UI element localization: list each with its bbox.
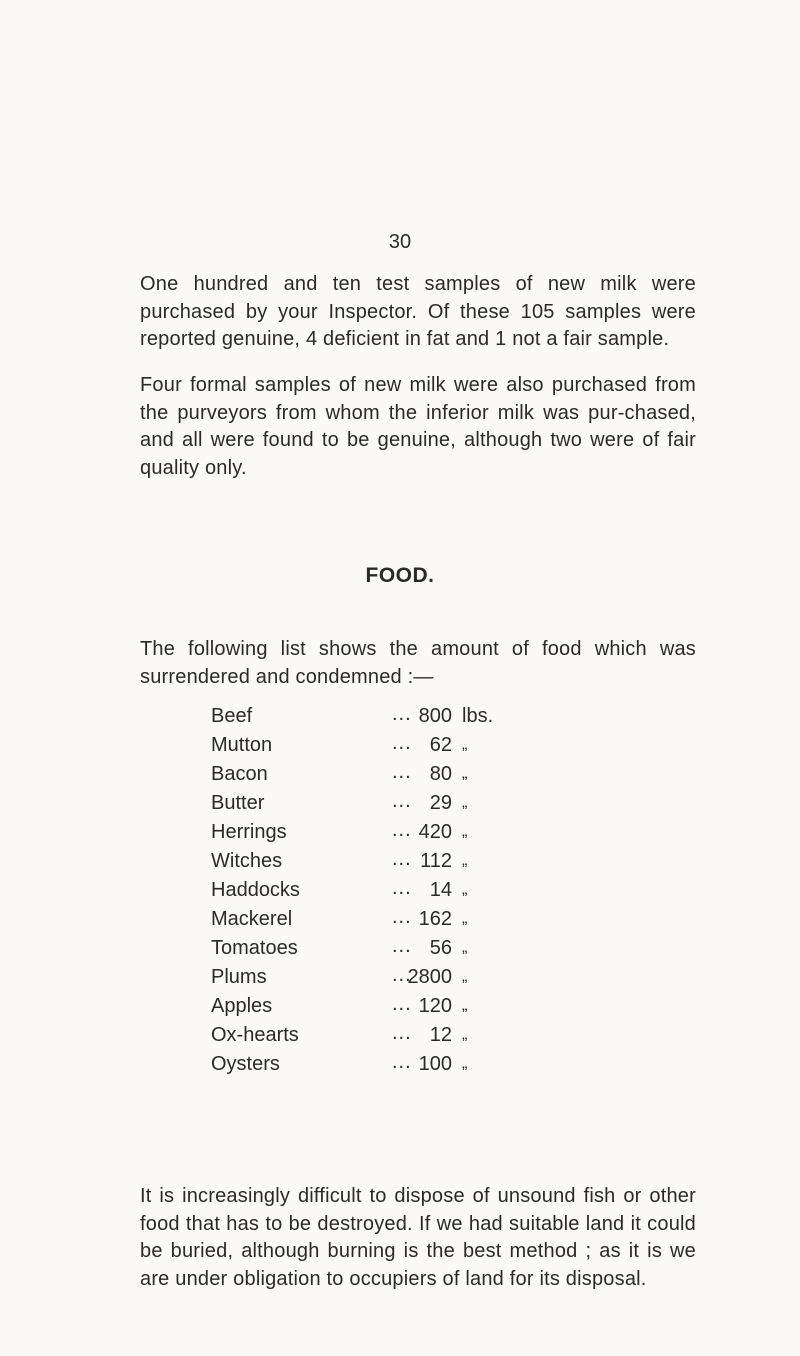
- food-item-unit: „: [462, 736, 468, 753]
- food-row: [211, 908, 591, 937]
- leader-dots: ...: [392, 993, 412, 1015]
- food-row: [211, 850, 591, 879]
- paragraph-milk-tests: One hundred and ten test samples of new milk were purchased by your Inspector. Of these 105 samples were reported genuine, 4 deficient in fat and 1 not a fair sample.: [140, 273, 696, 350]
- food-item-unit: „: [462, 939, 468, 956]
- food-item-quantity: 14: [429, 879, 452, 901]
- food-item-name: Plums: [211, 966, 267, 988]
- food-item-name: Ox-hearts: [211, 1024, 299, 1046]
- food-item-unit: „: [462, 1055, 468, 1072]
- food-item-name: Apples: [211, 995, 273, 1017]
- food-item-name: Tomatoes: [211, 937, 298, 959]
- food-item-unit: „: [462, 765, 468, 782]
- food-item-name: Haddocks: [211, 879, 300, 901]
- leader-dots: ...: [392, 732, 412, 754]
- food-item-quantity: 29: [429, 792, 452, 814]
- food-item-quantity: 112: [420, 850, 452, 872]
- food-item-name: Butter: [211, 792, 265, 814]
- food-row: [211, 1024, 591, 1053]
- food-row: [211, 821, 591, 850]
- leader-dots: ...: [392, 819, 412, 841]
- food-item-quantity: 800: [418, 705, 452, 727]
- food-item-unit: „: [462, 997, 468, 1014]
- leader-dots: ...: [392, 877, 412, 899]
- food-row: [211, 705, 591, 734]
- food-item-quantity: 162: [418, 908, 452, 930]
- food-item-name: Mackerel: [211, 908, 293, 930]
- food-item-quantity: 62: [429, 734, 452, 756]
- food-item-unit: „: [462, 1026, 468, 1043]
- leader-dots: ...: [392, 964, 412, 986]
- food-item-name: Oysters: [211, 1053, 280, 1075]
- food-row: [211, 879, 591, 908]
- food-item-unit: „: [462, 823, 468, 840]
- food-item-quantity: 80: [429, 763, 452, 785]
- food-item-unit: „: [462, 881, 468, 898]
- food-item-unit: „: [462, 968, 468, 985]
- food-item-unit: „: [462, 852, 468, 869]
- food-item-name: Mutton: [211, 734, 273, 756]
- leader-dots: ...: [392, 906, 412, 928]
- food-item-unit: „: [462, 910, 468, 927]
- food-row: [211, 937, 591, 966]
- leader-dots: ...: [392, 761, 412, 783]
- food-item-unit: lbs.: [462, 705, 494, 727]
- leader-dots: ...: [392, 1022, 412, 1044]
- leader-dots: ...: [392, 703, 412, 725]
- food-row: [211, 1053, 591, 1082]
- leader-dots: ...: [392, 848, 412, 870]
- food-row: [211, 734, 591, 763]
- food-item-quantity: 420: [418, 821, 452, 843]
- leader-dots: ...: [392, 1051, 412, 1073]
- food-item-quantity: 100: [418, 1053, 452, 1075]
- food-item-quantity: 12: [429, 1024, 452, 1046]
- food-item-quantity: 56: [429, 937, 452, 959]
- food-item-quantity: 2800: [407, 966, 452, 988]
- food-item-name: Bacon: [211, 763, 268, 785]
- food-row: [211, 966, 591, 995]
- leader-dots: ...: [392, 790, 412, 812]
- paragraph-food-intro: The following list shows the amount of food which was surrendered and condemned :—: [140, 638, 696, 688]
- food-item-quantity: 120: [418, 995, 452, 1017]
- paragraph-disposal: It is increasingly difficult to dispose of unsound fish or other food that has to be destroyed. If we had suitable land it could be buried, although burning is the best method ; as it is we are under obligation to occupiers of land for its disposal.: [140, 1185, 696, 1290]
- food-row: [211, 763, 591, 792]
- paragraph-formal-samples: Four formal samples of new milk were also purchased from the purveyors from whom the inferior milk was pur-chased, and all were found to be genuine, although two were of fair quality only.: [140, 374, 696, 479]
- section-heading-food: FOOD.: [365, 564, 435, 587]
- food-item-name: Beef: [211, 705, 253, 727]
- food-row: [211, 792, 591, 821]
- page-number: 30: [388, 231, 412, 253]
- food-item-name: Herrings: [211, 821, 287, 843]
- food-item-unit: „: [462, 794, 468, 811]
- leader-dots: ...: [392, 935, 412, 957]
- food-item-name: Witches: [211, 850, 283, 872]
- food-row: [211, 995, 591, 1024]
- food-condemned-table: [211, 705, 591, 1082]
